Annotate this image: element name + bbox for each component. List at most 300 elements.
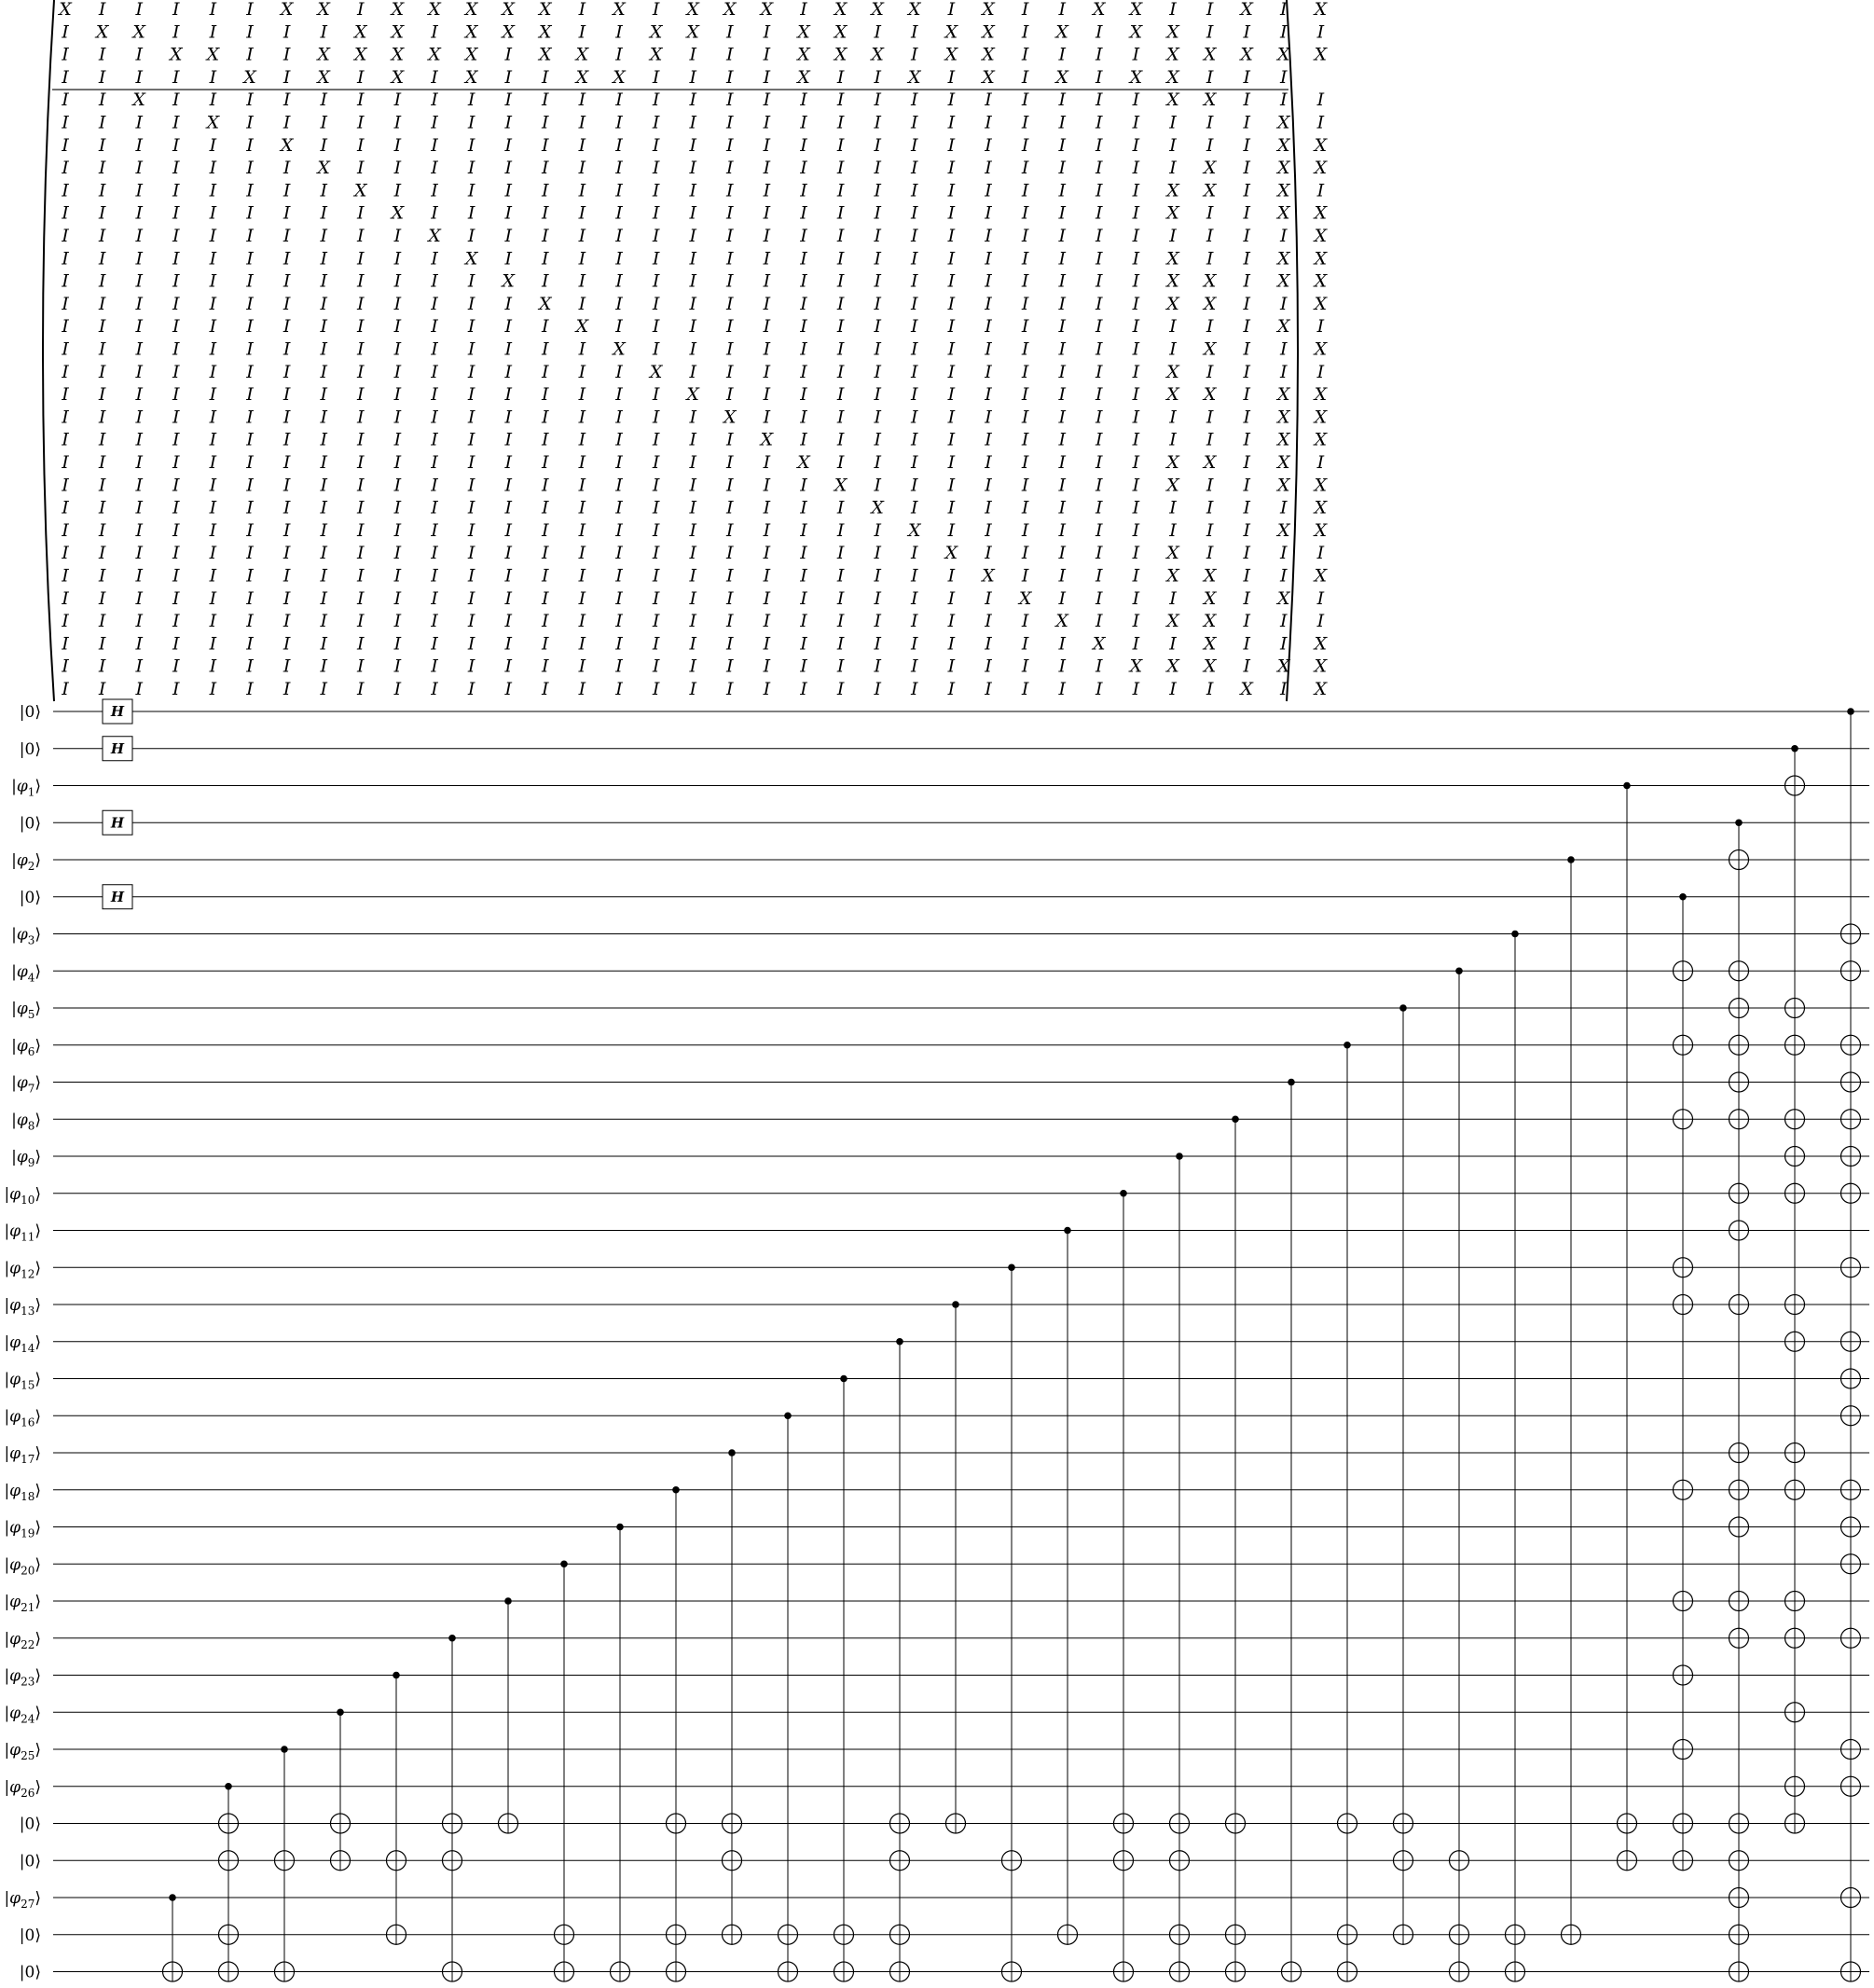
matrix-entry: I [209,407,217,428]
matrix-entry: I [578,384,586,406]
matrix-entry: I [947,338,956,360]
matrix-entry: I [1169,497,1177,518]
matrix-entry: X [1277,587,1290,609]
matrix-entry: X [1166,270,1179,292]
matrix-entry: X [613,66,626,88]
matrix-entry: X [464,21,478,43]
hadamard-label: H [110,814,125,832]
matrix-entry: I [836,679,845,699]
matrix-entry: I [726,293,734,314]
matrix-entry: I [615,384,623,406]
matrix-entry: X [428,0,441,20]
matrix-entry: I [1132,679,1140,699]
matrix-entry: I [172,407,180,428]
matrix-entry: X [1240,44,1253,65]
matrix-entry: I [246,338,254,360]
matrix-entry: I [282,587,291,609]
matrix-entry: I [1058,112,1066,133]
matrix-entry: X [834,44,847,65]
matrix-entry: I [800,338,807,360]
matrix-entry: I [98,361,106,382]
matrix-entry: I [1243,656,1250,677]
matrix-entry: I [98,180,106,201]
matrix-entry: I [172,452,180,473]
matrix-entry: I [504,158,512,179]
ket-label: $|\varphi_{22}⟩$ [4,1629,41,1651]
matrix-entry: I [431,407,438,428]
matrix-entry: I [874,338,881,360]
matrix-entry: X [760,0,774,20]
matrix-entry: X [1314,384,1328,406]
matrix-entry: I [1058,475,1066,496]
matrix-entry: I [1206,248,1214,269]
matrix-entry: I [836,248,845,269]
matrix-entry: I [874,180,881,201]
matrix-entry: I [62,112,69,133]
matrix-entry: I [1058,656,1066,677]
matrix-entry: X [1166,384,1179,406]
matrix-entry: I [62,611,69,632]
matrix-entry: I [431,633,438,655]
matrix-entry: I [726,452,734,473]
matrix-entry: I [726,134,734,156]
matrix-entry: I [615,497,623,518]
matrix-entry: X [649,44,663,65]
matrix-entry: I [985,134,992,156]
matrix-entry: I [615,543,623,564]
matrix-entry: I [209,587,217,609]
matrix-entry: I [62,270,69,292]
matrix-entry: I [1280,679,1288,699]
matrix-entry: I [62,66,69,88]
matrix-entry: I [947,226,956,246]
matrix-entry: X [797,44,810,65]
matrix-entry: X [1055,66,1068,88]
matrix-entry: I [689,112,696,133]
matrix-entry: I [763,543,771,564]
matrix-entry: I [504,248,512,269]
control-dot [1232,1115,1239,1123]
matrix-entry: I [1132,158,1140,179]
matrix-entry: I [985,180,992,201]
hadamard-label: H [110,703,125,720]
matrix-entry: I [1132,361,1140,382]
control-dot [840,1375,847,1383]
matrix-entry: I [800,361,807,382]
matrix-entry: I [800,316,807,338]
matrix-entry: X [723,0,737,20]
matrix-entry: I [836,226,845,246]
matrix-entry: I [357,270,365,292]
matrix-entry: X [613,0,626,20]
control-dot [504,1597,512,1605]
matrix-entry: I [800,519,807,541]
matrix-entry: X [95,21,109,43]
matrix-entry: I [1058,316,1066,338]
matrix-entry: I [763,180,771,201]
matrix-entry: I [62,44,69,65]
matrix-entry: I [98,452,106,473]
matrix-entry: I [467,316,475,338]
matrix-entry: I [947,90,956,111]
matrix-entry: I [62,429,69,450]
matrix-entry: I [135,202,143,224]
ket-label: $|\varphi_{16}⟩$ [4,1407,41,1429]
matrix-entry: I [985,611,992,632]
matrix-entry: I [98,519,106,541]
matrix-entry: I [282,475,291,496]
matrix-entry: I [1169,587,1177,609]
matrix-entry: I [836,543,845,564]
matrix-entry: I [357,361,365,382]
matrix-entry: I [836,361,845,382]
matrix-entry: I [282,293,291,314]
matrix-entry: I [542,384,549,406]
matrix-entry: I [947,134,956,156]
matrix-entry: X [871,497,884,518]
matrix-entry: I [246,656,254,677]
matrix-entry: I [800,384,807,406]
matrix-entry: I [1243,497,1250,518]
matrix-entry: I [615,565,623,587]
matrix-entry: I [800,679,807,699]
matrix-entry: I [1095,112,1103,133]
matrix-entry: I [800,90,807,111]
matrix-entry: X [982,66,995,88]
control-dot [393,1672,400,1679]
control-dot [616,1524,624,1531]
matrix-entry: I [393,565,402,587]
matrix-entry: I [1058,338,1066,360]
matrix-entry: I [357,293,365,314]
control-dot [1343,1042,1351,1049]
matrix-entry: I [1280,611,1288,632]
matrix-entry: I [836,180,845,201]
matrix-entry: I [1132,44,1140,65]
matrix-entry: X [1129,0,1143,20]
matrix-entry: I [209,134,217,156]
matrix-entry: I [172,565,180,587]
matrix-entry: X [1166,21,1179,43]
matrix-entry: I [209,384,217,406]
matrix-entry: I [578,519,586,541]
matrix-entry: I [357,543,365,564]
matrix-entry: I [98,429,106,450]
matrix-entry: I [209,21,217,43]
matrix-entry: I [542,361,549,382]
matrix-entry: I [800,226,807,246]
matrix-entry: I [763,226,771,246]
matrix-entry: X [1166,452,1179,473]
matrix-entry: I [1316,112,1325,133]
matrix-entry: I [357,202,365,224]
matrix-entry: I [504,429,512,450]
matrix-entry: I [652,0,660,20]
matrix-entry: X [1314,679,1328,699]
matrix-entry: I [542,202,549,224]
matrix-entry: I [689,452,696,473]
matrix-entry: I [320,180,327,201]
matrix-entry: I [135,656,143,677]
matrix-entry: I [726,44,734,65]
matrix-entry: I [836,633,845,655]
matrix-entry: I [62,519,69,541]
matrix-entry: I [874,158,881,179]
matrix-entry: X [982,21,995,43]
matrix-entry: I [467,407,475,428]
ket-label: $|\varphi_9⟩$ [11,1148,41,1169]
matrix-entry: I [985,429,992,450]
matrix-entry: X [132,90,145,111]
matrix-entry: I [320,21,327,43]
matrix-entry: I [578,587,586,609]
ket-label: $|\varphi_{13}⟩$ [4,1296,41,1318]
matrix-entry: I [135,112,143,133]
matrix-entry: I [1206,497,1214,518]
matrix-entry: X [834,0,847,20]
matrix-entry: I [763,519,771,541]
matrix-entry: I [652,679,660,699]
matrix-entry: I [1021,202,1029,224]
matrix-entry: I [98,384,106,406]
ket-label: $|\varphi_{24}⟩$ [4,1704,41,1726]
matrix-entry: I [1316,316,1325,338]
ket-label: |0⟩ [19,1815,41,1834]
matrix-entry: I [615,316,623,338]
matrix-entry: X [944,44,958,65]
matrix-entry: X [317,44,330,65]
matrix-entry: I [652,270,660,292]
matrix-entry: I [985,293,992,314]
matrix-entry: I [615,226,623,246]
matrix-entry: X [797,21,810,43]
matrix-entry: X [1203,611,1217,632]
matrix-entry: I [282,633,291,655]
matrix-entry: I [98,134,106,156]
matrix-entry: I [985,361,992,382]
matrix-entry: I [542,180,549,201]
matrix-entry: I [578,338,586,360]
matrix-entry: X [317,0,330,20]
matrix-entry: I [578,497,586,518]
matrix-entry: I [652,202,660,224]
control-dot [169,1894,176,1901]
matrix-entry: I [763,134,771,156]
matrix-entry: I [1095,361,1103,382]
matrix-entry: I [467,633,475,655]
ket-label: $|\varphi_6⟩$ [11,1036,41,1058]
matrix-entry: X [1203,44,1217,65]
matrix-entry: I [652,338,660,360]
matrix-entry: I [172,316,180,338]
matrix-entry: X [1166,180,1179,201]
matrix-entry: I [172,633,180,655]
ket-label: |0⟩ [19,814,41,834]
matrix-entry: I [282,44,291,65]
matrix-entry: X [1166,66,1179,88]
matrix-entry: I [726,565,734,587]
matrix-entry: I [246,21,254,43]
matrix-entry: I [1021,611,1029,632]
matrix-entry: I [1243,21,1250,43]
matrix-entry: I [800,270,807,292]
matrix-entry: X [391,21,405,43]
matrix-entry: I [800,134,807,156]
matrix-entry: I [135,407,143,428]
matrix-entry: I [542,679,549,699]
matrix-entry: I [1280,90,1288,111]
matrix-entry: I [1206,112,1214,133]
matrix-entry: I [615,429,623,450]
matrix-entry: I [763,587,771,609]
matrix-entry: I [98,587,106,609]
matrix-entry: I [947,611,956,632]
matrix-entry: X [1203,384,1217,406]
matrix-entry: X [1314,134,1328,156]
matrix-entry: X [539,293,552,314]
matrix-entry: X [132,21,145,43]
matrix-entry: I [393,112,402,133]
matrix-entry: X [1314,565,1328,587]
matrix-entry: I [763,452,771,473]
matrix-entry: I [135,66,143,88]
matrix-entry: I [62,248,69,269]
matrix-entry: I [1021,248,1029,269]
matrix-entry: I [467,519,475,541]
matrix-entry: I [1243,519,1250,541]
matrix-entry: I [135,384,143,406]
matrix-entry: I [578,543,586,564]
matrix-entry: I [800,497,807,518]
matrix-entry: I [874,611,881,632]
matrix-entry: I [1243,587,1250,609]
matrix-entry: I [985,226,992,246]
matrix-entry: I [542,270,549,292]
matrix-entry: I [1132,226,1140,246]
matrix-entry: I [1132,587,1140,609]
matrix-entry: I [726,429,734,450]
matrix-entry: I [504,338,512,360]
matrix-entry: I [431,248,438,269]
matrix-entry: I [874,656,881,677]
matrix-entry: I [504,316,512,338]
matrix-entry: I [282,543,291,564]
matrix-entry: I [763,44,771,65]
matrix-entry: I [246,316,254,338]
matrix-entry: I [135,611,143,632]
matrix-entry: X [1314,293,1328,314]
matrix-entry: I [467,361,475,382]
matrix-entry: I [246,565,254,587]
control-dot [1679,893,1687,901]
matrix-entry: I [357,90,365,111]
matrix-entry: I [172,679,180,699]
matrix-entry: I [467,226,475,246]
control-dot [728,1449,736,1456]
matrix-entry: I [62,656,69,677]
matrix-entry: I [1169,519,1177,541]
matrix-entry: X [1240,0,1253,20]
matrix-entry: X [280,134,294,156]
matrix-entry: I [172,497,180,518]
matrix-entry: I [62,475,69,496]
matrix-entry: I [615,587,623,609]
matrix-entry: I [1169,679,1177,699]
matrix-entry: I [1021,407,1029,428]
matrix-entry: I [98,66,106,88]
matrix-entry: I [1206,134,1214,156]
matrix-entry: I [542,226,549,246]
matrix-entry: I [135,226,143,246]
matrix-entry: I [689,158,696,179]
matrix-entry: X [428,44,441,65]
matrix-entry: I [836,587,845,609]
matrix-entry: X [391,66,405,88]
matrix-entry: I [1058,679,1066,699]
matrix-entry: I [62,134,69,156]
matrix-entry: I [763,21,771,43]
matrix-entry: I [1095,248,1103,269]
matrix-entry: X [1314,338,1328,360]
matrix-entry: I [1280,66,1288,88]
matrix-entry: I [689,44,696,65]
matrix-entry: I [1058,565,1066,587]
matrix-entry: I [1243,112,1250,133]
matrix-entry: I [62,543,69,564]
matrix-entry: I [578,226,586,246]
matrix-entry: I [1021,0,1029,20]
matrix-entry: I [985,270,992,292]
matrix-entry: I [726,202,734,224]
matrix-entry: I [1095,338,1103,360]
ket-label: $|\varphi_7⟩$ [11,1073,41,1096]
matrix-entry: I [62,21,69,43]
matrix-entry: X [1166,248,1179,269]
matrix-entry: I [282,112,291,133]
matrix-entry: I [504,134,512,156]
control-dot [1399,1004,1407,1012]
matrix-entry: I [98,112,106,133]
matrix-entry: I [911,202,918,224]
matrix-entry: I [911,679,918,699]
matrix-entry: I [1021,633,1029,655]
matrix-entry: I [1132,519,1140,541]
matrix-entry: I [542,543,549,564]
matrix-entry: I [578,475,586,496]
matrix-entry: I [947,202,956,224]
matrix-entry: I [172,0,180,20]
matrix-entry: X [391,0,405,20]
matrix-entry: I [874,543,881,564]
matrix-entry: I [431,519,438,541]
matrix-entry: I [1169,0,1177,20]
matrix-entry: I [726,543,734,564]
matrix-entry: I [1095,66,1103,88]
matrix-entry: I [652,519,660,541]
matrix-entry: I [689,90,696,111]
matrix-entry: I [320,587,327,609]
control-dot [1064,1227,1071,1235]
matrix-entry: I [1206,679,1214,699]
matrix-entry: I [282,519,291,541]
matrix-entry: I [836,407,845,428]
matrix-entry: I [578,0,586,20]
matrix-entry: I [542,248,549,269]
matrix-entry: I [246,543,254,564]
matrix-entry: I [98,565,106,587]
matrix-entry: I [726,475,734,496]
matrix-entry: I [947,519,956,541]
